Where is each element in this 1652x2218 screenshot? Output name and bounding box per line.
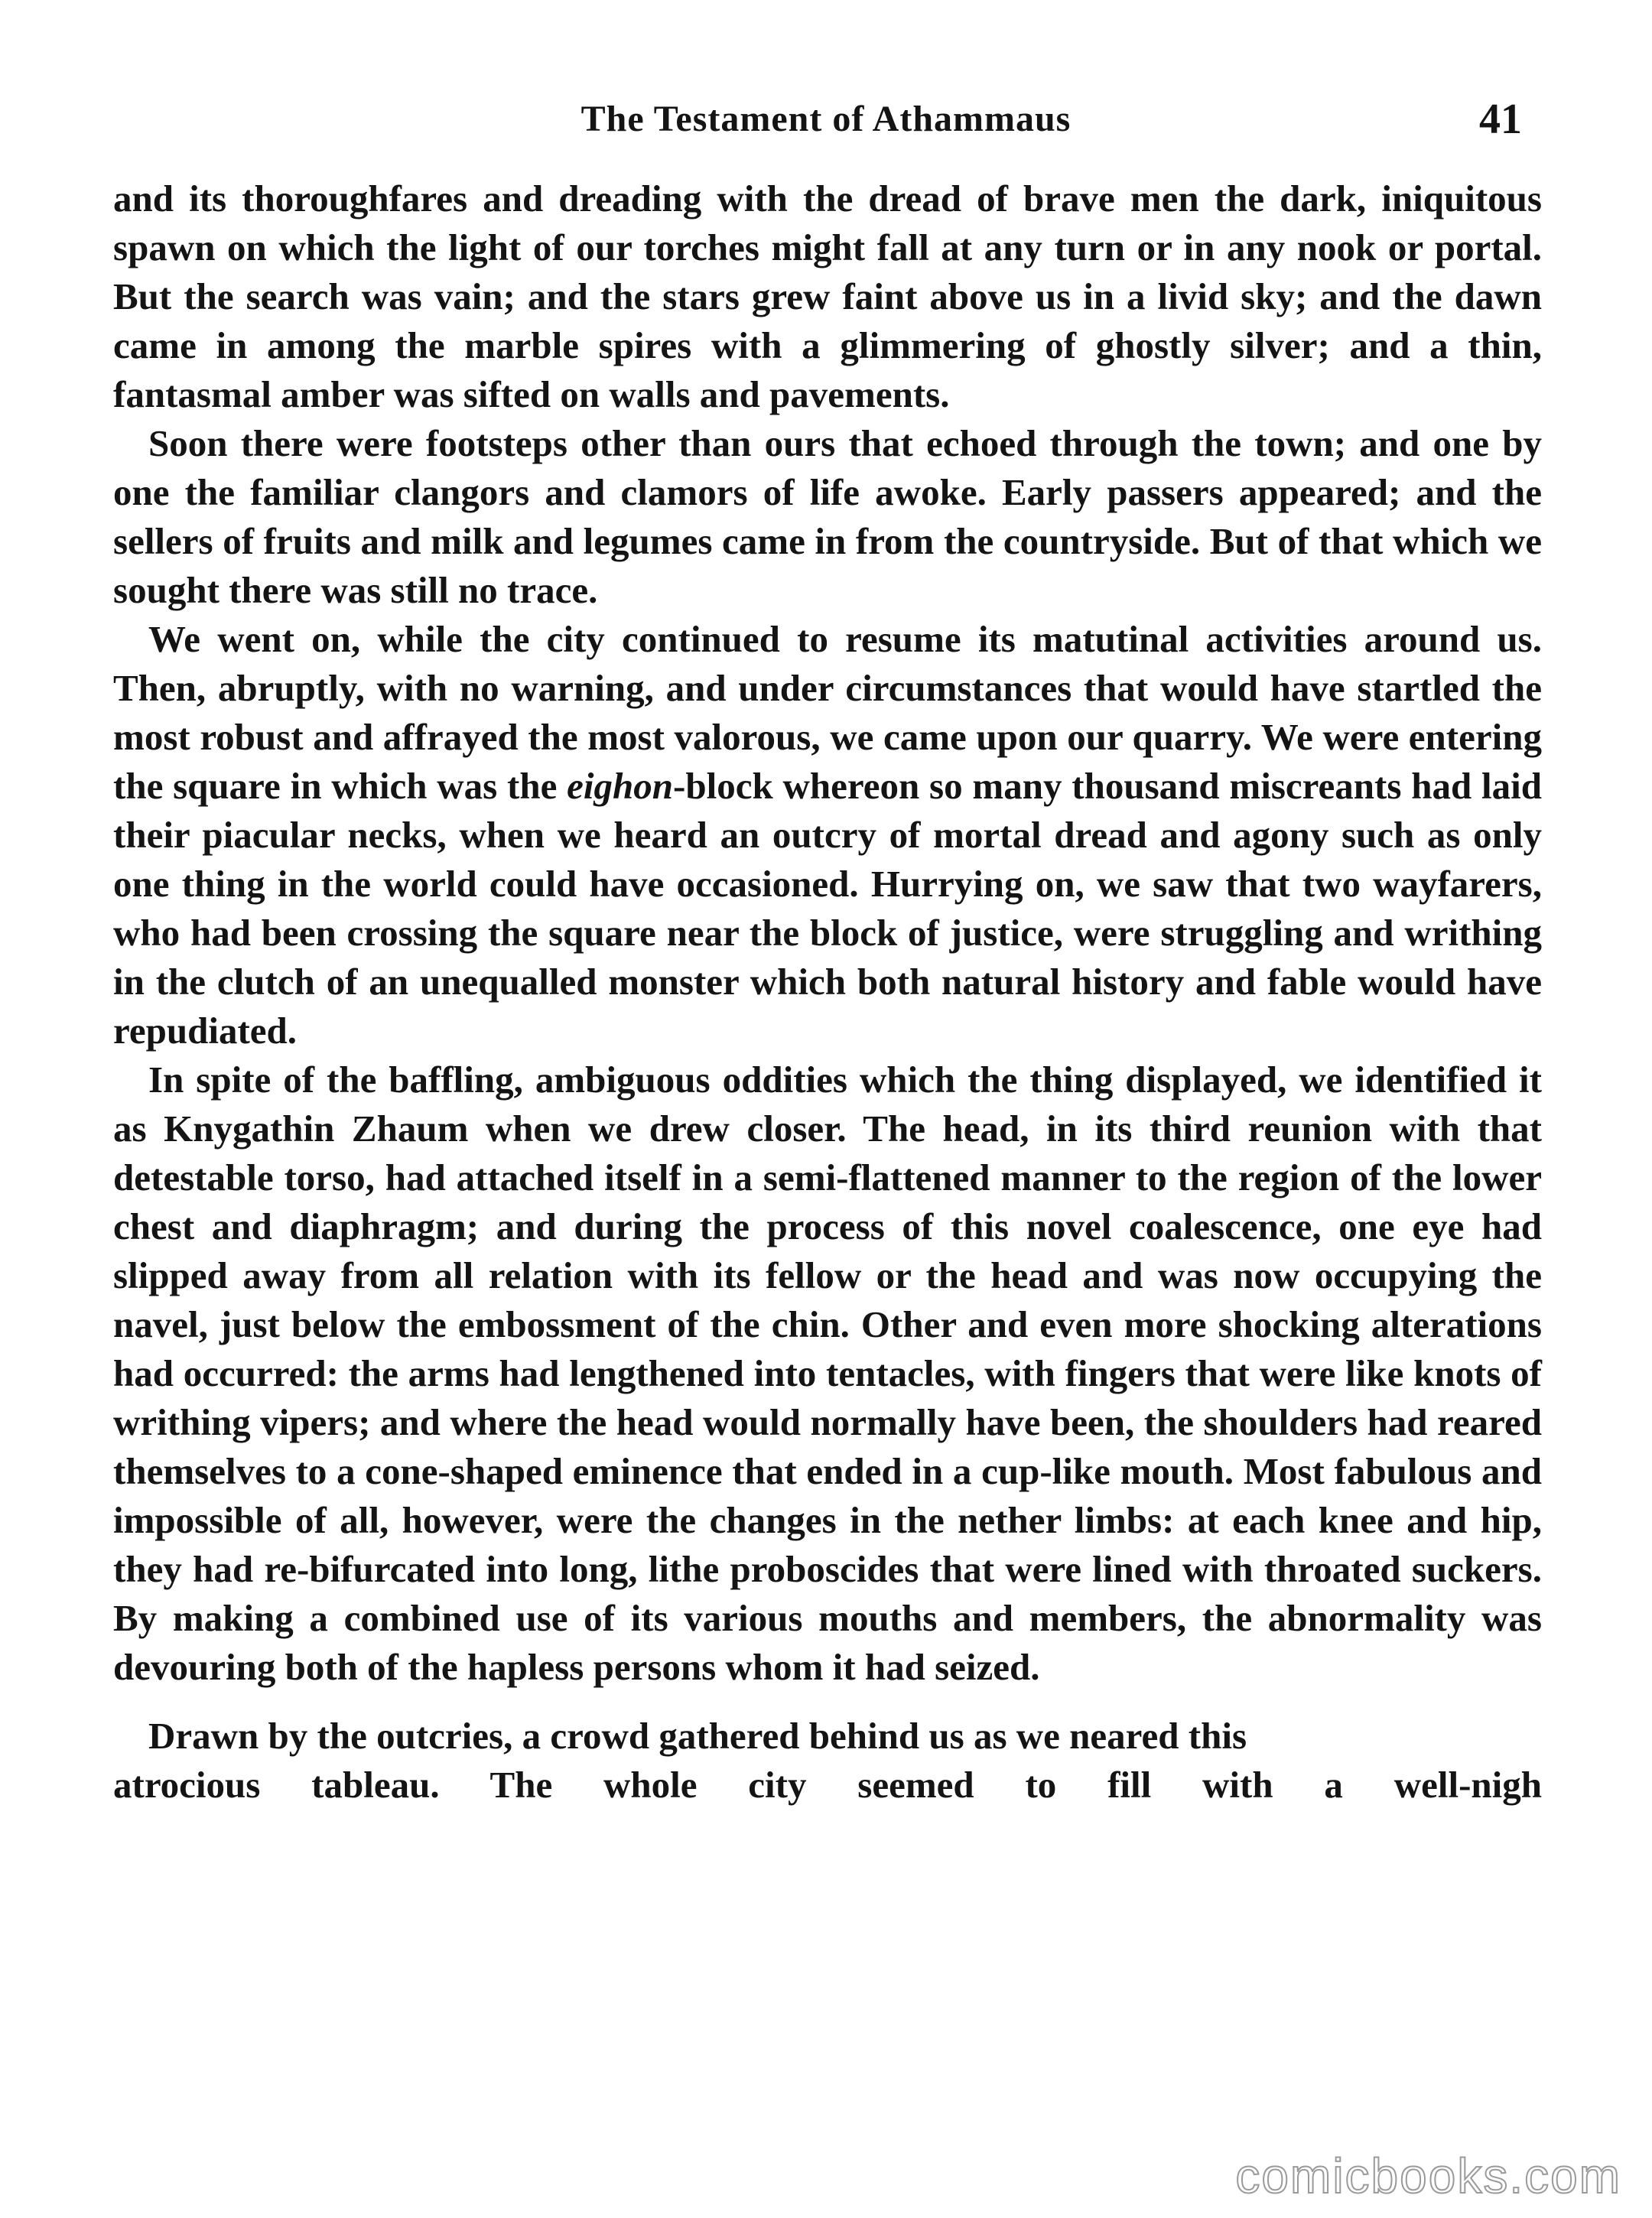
watermark-logo: comicbooks.com	[1235, 2148, 1621, 2203]
paragraph-3-text-before: We went on, while the city continued to resume its matutinal activities around us. Then, abruptly, with no warning, and under circumstances that would have startled the most robust and affrayed the most valorous, we came upon our quarry. We were entering the square in which was the	[113, 618, 1542, 807]
running-header	[0, 98, 1652, 159]
body-text	[113, 174, 1542, 1810]
paragraph-3	[113, 615, 1542, 1055]
paragraph-5-tail: atrocious tableau. The whole city seemed to fill with a well-nigh	[113, 1764, 1542, 1806]
page-number: 41	[1479, 96, 1522, 143]
paragraph-2: Soon there were footsteps other than ours that echoed through the town; and one by one the familiar clangors and clamors of life awoke. Early passers appeared; and the sellers of fruits and milk and legumes came in from the countryside. But of that which we sought there was still no trace.	[113, 422, 1542, 611]
paragraph-5	[113, 1712, 1542, 1810]
paragraph-1: and its thoroughfares and dreading with the dread of brave men the dark, iniquitous spawn on which the light of our torches might fall at any turn or in any nook or portal. But the search was vain; and the stars grew faint above us in a livid sky; and the dawn came in among the marble spires with a glimmering of ghostly silver; and a thin, fantasmal amber was sifted on walls and pavements.	[113, 177, 1542, 415]
running-title: The Testament of Athammaus	[580, 99, 1072, 139]
paragraph-5-text: Drawn by the outcries, a crowd gathered behind us as we neared this	[148, 1715, 1247, 1757]
paragraph-3-emphasis: eighon	[567, 765, 674, 807]
paragraph-3-text-after: -block whereon so many thousand miscreants had laid their piacular necks, when we heard an outcry of mortal dread and agony such as only one thing in the world could have occasioned. Hurrying on, we saw that two wayfarers, who had been crossing the square near the block of justice, were struggling and writhing in the clutch of an unequalled monster which both natural history and fable would have repudiated.	[113, 765, 1542, 1052]
paragraph-4: In spite of the baffling, ambiguous oddities which the thing displayed, we identified it as Knygathin Zhaum when we drew closer. The head, in its third reunion with that detestable torso, had attached itself in a semi-flattened manner to the region of the lower chest and diaphragm; and during the process of this novel coalescence, one eye had slipped away from all relation with its fellow or the head and was now occupying the navel, just below the embossment of the chin. Other and even more shocking alterations had occurred: the arms had lengthened into tentacles, with fingers that were like knots of writhing vipers; and where the head would normally have been, the shoulders had reared themselves to a cone-shaped eminence that ended in a cup-like mouth. Most fabulous and impossible of all, however, were the changes in the nether limbs: at each knee and hip, they had re-bifurcated into long, lithe proboscides that were lined with throated suckers. By making a combined use of its various mouths and members, the abnormality was devouring both of the hapless persons whom it had seized.	[113, 1059, 1542, 1688]
